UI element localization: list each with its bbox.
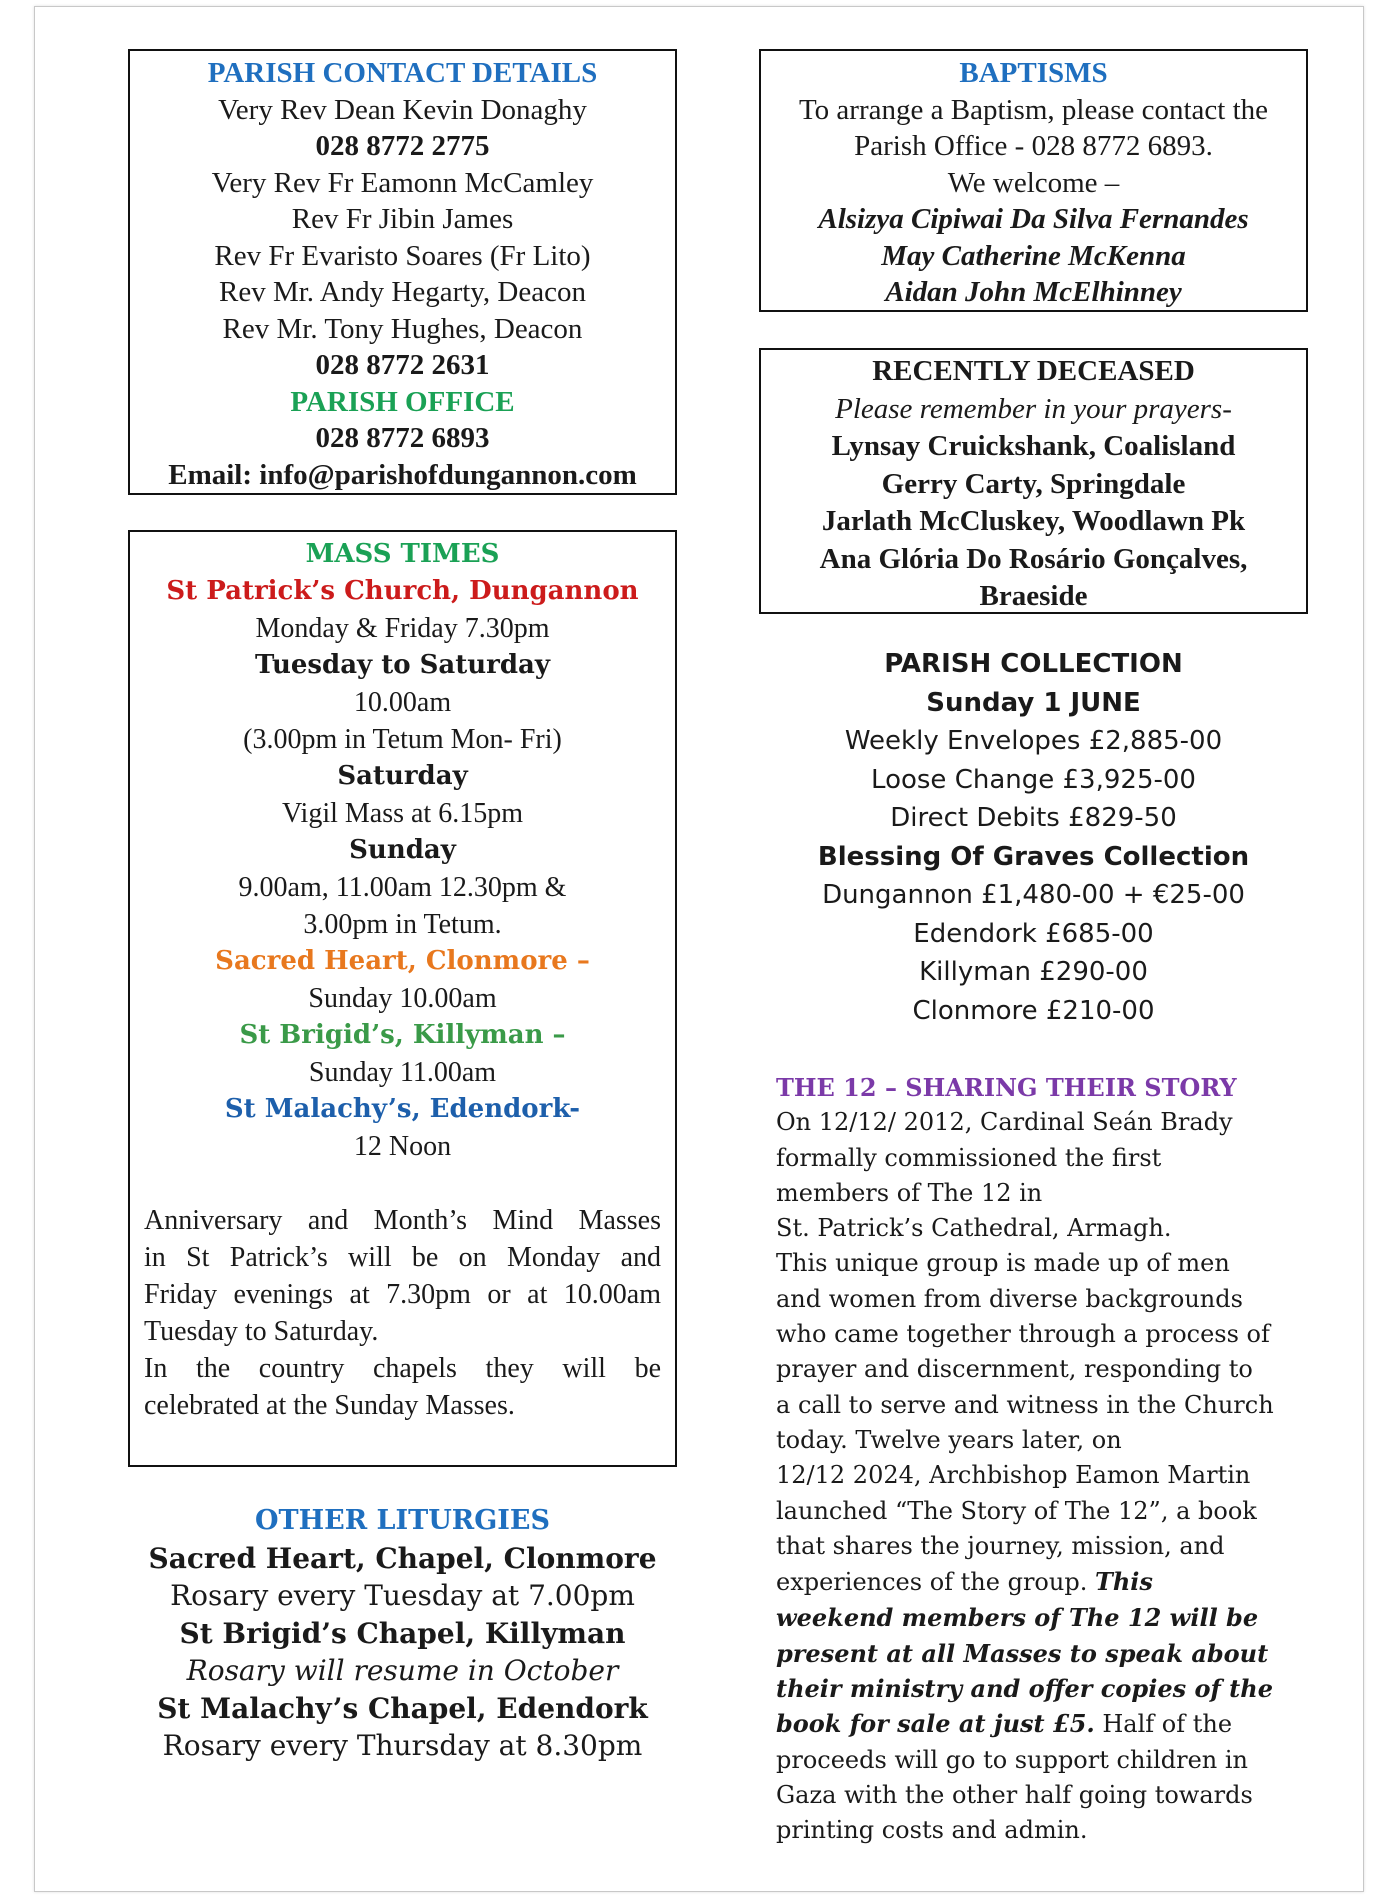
collection-heading: PARISH COLLECTION: [884, 649, 1183, 679]
deceased-box: [759, 348, 1308, 614]
contact-phone: 028 8772 2631: [315, 349, 490, 381]
story-line: prayer and discernment, responding to: [776, 1355, 1253, 1384]
mass-time: Vigil Mass at 6.15pm: [282, 798, 523, 829]
contact-line: Very Rev Dean Kevin Donaghy: [218, 93, 587, 126]
deceased-name: Lynsay Cruickshank, Coalisland: [831, 430, 1236, 462]
story-emphasis: This: [1094, 1567, 1153, 1597]
deceased-name: Gerry Carty, Springdale: [881, 467, 1186, 500]
collection-item: Clonmore £210-00: [912, 995, 1155, 1026]
para-line: Tuesday to Saturday.: [144, 1316, 379, 1347]
the-12-story: [776, 1070, 1316, 1849]
story-line: a call to serve and witness in the Church: [776, 1390, 1274, 1419]
mass-time: 12 Noon: [353, 1131, 452, 1162]
collection-item: Direct Debits £829-50: [890, 803, 1177, 833]
para-line: In the country chapels they will be: [144, 1353, 661, 1384]
office-phone: 028 8772 6893: [315, 422, 490, 454]
chapel-time: Rosary every Tuesday at 7.00pm: [170, 1579, 635, 1612]
deceased-intro: Please remember in your prayers-: [835, 392, 1232, 425]
mass-time: 9.00am, 11.00am 12.30pm &: [238, 872, 567, 903]
story-line: who came together through a process of: [776, 1320, 1270, 1349]
contact-line: Very Rev Fr Eamonn McCamley: [211, 166, 594, 199]
baptisms-box: [759, 49, 1308, 312]
story-line: printing costs and admin.: [776, 1816, 1088, 1845]
story-line: 12/12 2024, Archbishop Eamon Martin: [776, 1461, 1251, 1490]
story-line-mixed: [776, 1706, 1316, 1742]
chapel-time: Rosary every Thursday at 8.30pm: [162, 1729, 643, 1762]
mass-time: Sunday 10.00am: [308, 983, 497, 1014]
baptisms-text: Parish Office - 028 8772 6893.: [854, 130, 1213, 162]
story-text: experiences of the group.: [776, 1568, 1095, 1597]
mass-day-label: Saturday: [337, 761, 468, 791]
church-st-patricks: St Patrick’s Church, Dungannon: [166, 576, 639, 606]
story-line: Gaza with the other half going towards: [776, 1780, 1253, 1809]
story-line: members of The 12 in: [776, 1178, 1043, 1207]
mass-day-label: Sunday: [349, 835, 456, 865]
story-line-mixed: [776, 1564, 1316, 1600]
story-line: proceeds will go to support children in: [776, 1745, 1249, 1774]
collection-item: Edendork £685-00: [913, 918, 1154, 949]
contact-line: Rev Fr Jibin James: [291, 203, 514, 235]
church-st-brigids: St Brigid’s, Killyman –: [239, 1020, 566, 1050]
contact-phone: 028 8772 2775: [315, 130, 490, 162]
story-line: formally commissioned the first: [776, 1143, 1162, 1172]
other-heading: OTHER LITURGIES: [255, 1505, 550, 1536]
contact-heading: PARISH CONTACT DETAILS: [207, 57, 598, 89]
church-st-malachys: St Malachy’s, Edendork-: [224, 1094, 581, 1124]
baptism-name: Aidan John McElhinney: [885, 276, 1182, 308]
contact-details-box: [128, 49, 677, 495]
story-line: This unique group is made up of men: [776, 1249, 1230, 1278]
chapel-time: Rosary will resume in October: [186, 1654, 619, 1687]
story-heading: THE 12 – SHARING THEIR STORY: [776, 1073, 1237, 1102]
story-emphasis-line: weekend members of The 12 will be: [776, 1603, 1259, 1633]
story-line: On 12/12/ 2012, Cardinal Seán Brady: [776, 1108, 1233, 1137]
collection-item: Dungannon £1,480-00 + €25-00: [822, 880, 1245, 910]
baptism-name: May Catherine McKenna: [881, 239, 1186, 272]
mass-time: (3.00pm in Tetum Mon- Fri): [243, 724, 562, 755]
mass-time: 3.00pm in Tetum.: [303, 909, 502, 940]
baptisms-text: To arrange a Baptism, please contact the: [798, 93, 1269, 126]
baptisms-heading: BAPTISMS: [959, 57, 1108, 89]
collection-item: Loose Change £3,925-00: [871, 764, 1196, 795]
parish-collection: [759, 645, 1308, 1030]
story-text: Half of the: [1094, 1710, 1233, 1739]
contact-line: Rev Fr Evaristo Soares (Fr Lito): [214, 239, 591, 272]
story-emphasis-line: their ministry and offer copies of the: [776, 1674, 1273, 1704]
baptism-name: Alsizya Cipiwai Da Silva Fernandes: [818, 203, 1249, 235]
para-line: Friday evenings at 7.30pm or at 10.00am: [144, 1279, 661, 1310]
mass-time: 10.00am: [353, 687, 452, 718]
story-emphasis-line: present at all Masses to speak about: [776, 1638, 1269, 1668]
office-email: Email: info@parishofdungannon.com: [168, 458, 637, 491]
chapel-name: St Malachy’s Chapel, Edendork: [157, 1691, 648, 1725]
mass-day-label: Tuesday to Saturday: [254, 650, 550, 680]
para-line: in St Patrick’s will be on Monday and: [144, 1242, 661, 1273]
deceased-heading: RECENTLY DECEASED: [872, 355, 1195, 387]
story-line: today. Twelve years later, on: [776, 1425, 1122, 1454]
office-heading: PARISH OFFICE: [290, 385, 515, 418]
mass-time: Monday & Friday 7.30pm: [255, 613, 550, 644]
contact-line: Rev Mr. Tony Hughes, Deacon: [222, 312, 583, 345]
story-line: and women from diverse backgrounds: [776, 1284, 1243, 1313]
collection-item: Weekly Envelopes £2,885-00: [844, 726, 1223, 756]
collection-date: Sunday 1 JUNE: [926, 687, 1141, 718]
story-line: St. Patrick’s Cathedral, Armagh.: [776, 1214, 1172, 1243]
graves-heading: Blessing Of Graves Collection: [817, 841, 1250, 872]
baptisms-welcome: We welcome –: [947, 166, 1120, 199]
para-line: Anniversary and Month’s Mind Masses: [144, 1205, 661, 1236]
deceased-name: Braeside: [979, 580, 1088, 612]
other-liturgies: [128, 1502, 677, 1765]
story-emphasis: book for sale at just £5.: [776, 1709, 1095, 1739]
story-line: launched “The Story of The 12”, a book: [776, 1496, 1257, 1525]
chapel-name: St Brigid’s Chapel, Killyman: [179, 1616, 626, 1650]
mass-times-box: [128, 530, 677, 1467]
anniversary-paragraph: [144, 1202, 661, 1424]
contact-line: Rev Mr. Andy Hegarty, Deacon: [219, 276, 586, 308]
mass-time: Sunday 11.00am: [308, 1057, 497, 1088]
deceased-name: Ana Glória Do Rosário Gonçalves,: [819, 542, 1248, 575]
chapel-name: Sacred Heart, Chapel, Clonmore: [148, 1541, 657, 1575]
deceased-name: Jarlath McCluskey, Woodlawn Pk: [821, 505, 1246, 537]
church-sacred-heart: Sacred Heart, Clonmore –: [215, 946, 590, 976]
para-line: celebrated at the Sunday Masses.: [144, 1390, 515, 1421]
story-line: that shares the journey, mission, and: [776, 1531, 1225, 1560]
mass-heading: MASS TIMES: [305, 539, 500, 569]
collection-item: Killyman £290-00: [919, 957, 1148, 987]
